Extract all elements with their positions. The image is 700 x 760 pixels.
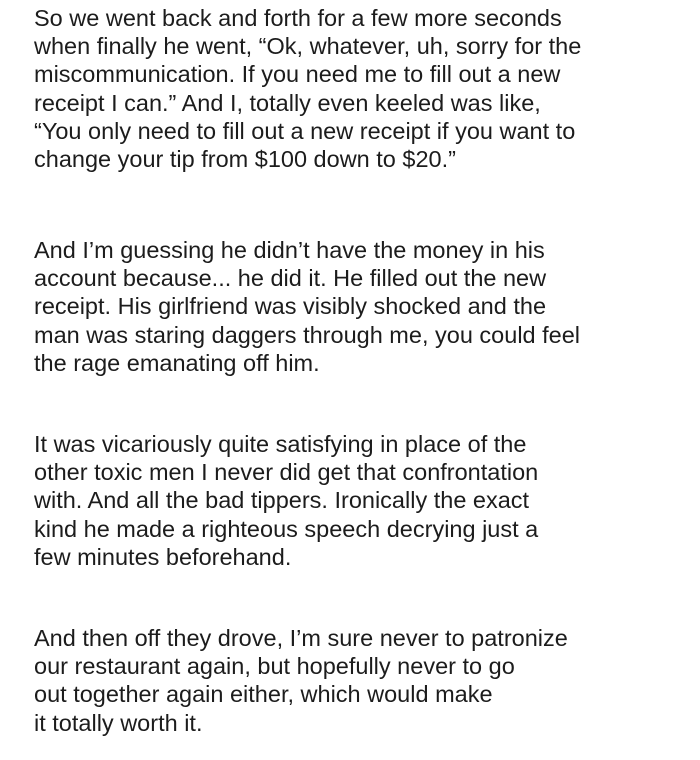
text-line: it totally worth it. (34, 709, 203, 736)
text-line: our restaurant again, but hopefully never to go (34, 653, 515, 680)
text-line: receipt. His girlfriend was visibly shocked and the (34, 293, 547, 320)
text-line: miscommunication. If you need me to fill out a new (34, 61, 561, 88)
text-line: change your tip from $100 down to $20.” (34, 146, 456, 173)
paragraph-3 (34, 430, 684, 571)
text-line: with. And all the bad tippers. Ironically the exact (34, 487, 530, 514)
paragraph-1 (34, 4, 684, 173)
text-line: So we went back and forth for a few more seconds (34, 5, 562, 31)
text-line: the rage emanating off him. (34, 349, 320, 376)
paragraph-4 (34, 624, 684, 737)
text-line: And then off they drove, I’m sure never to patronize (34, 625, 568, 651)
text-line: other toxic men I never did get that confrontation (34, 459, 539, 486)
text-line: account because... he did it. He filled out the new (34, 265, 547, 292)
text-line: out together again either, which would make (34, 681, 493, 708)
text-line: “You only need to fill out a new receipt if you want to (34, 117, 576, 144)
text-line: few minutes beforehand. (34, 543, 292, 570)
text-line: receipt I can.” And I, totally even keeled was like, (34, 89, 541, 116)
text-line: kind he made a righteous speech decrying just a (34, 515, 539, 542)
text-line: man was staring daggers through me, you could feel (34, 321, 581, 348)
paragraph-2 (34, 236, 684, 377)
text-line: It was vicariously quite satisfying in place of the (34, 431, 527, 457)
text-line: And I’m guessing he didn’t have the money in his (34, 237, 545, 263)
text-line: when finally he went, “Ok, whatever, uh, sorry for the (34, 33, 582, 60)
